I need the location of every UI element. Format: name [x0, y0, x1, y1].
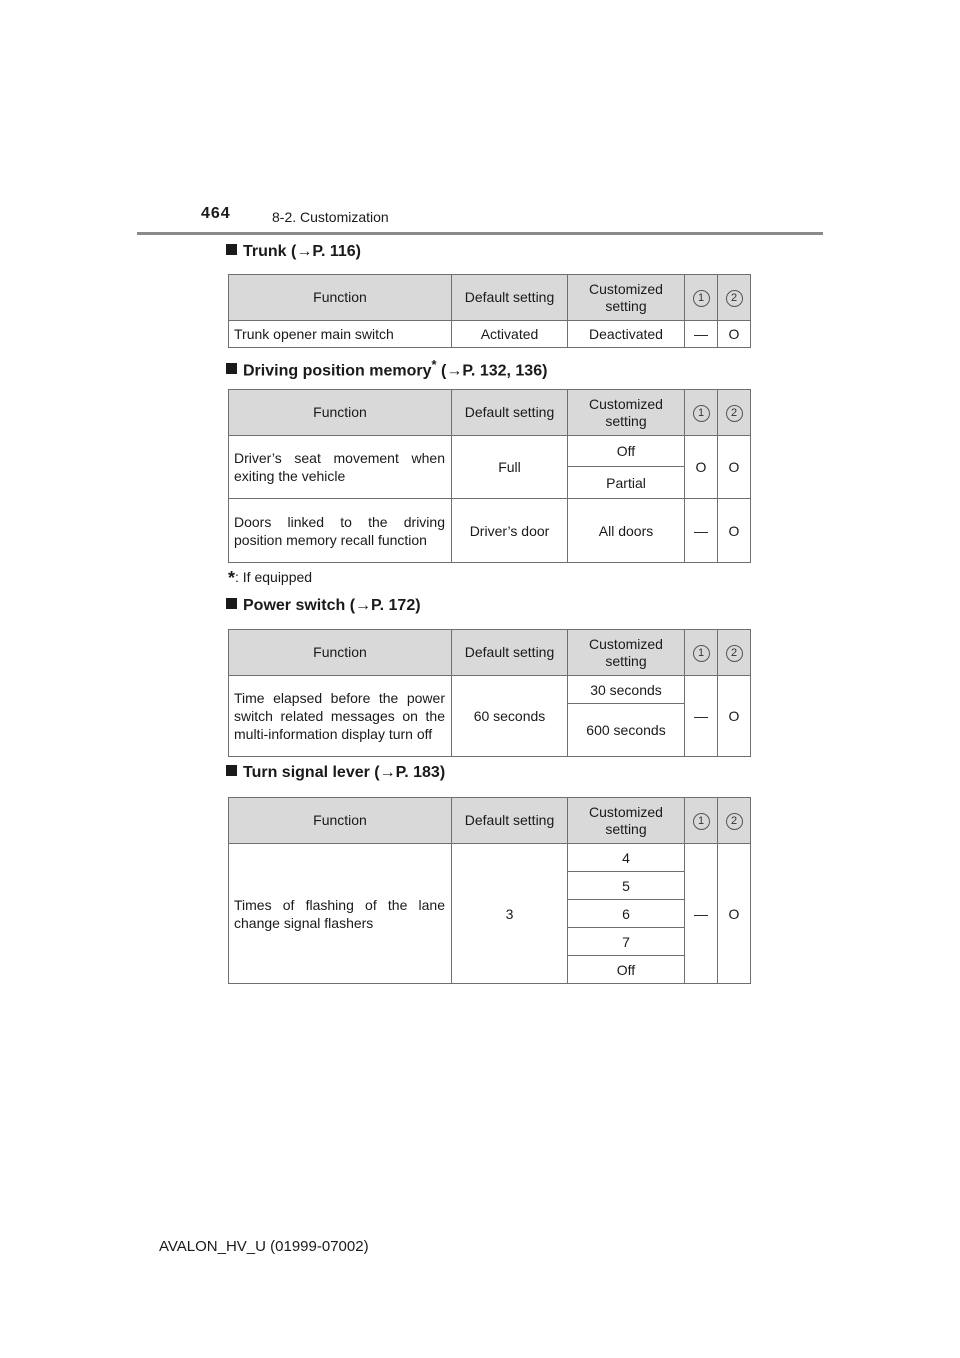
- footer-code: AVALON_HV_U (01999-07002): [159, 1238, 369, 1255]
- table-power-switch: [228, 629, 751, 757]
- arrow-icon: →: [379, 764, 396, 781]
- cell-customized: Partial: [568, 467, 685, 499]
- circled-2-icon: 2: [726, 645, 743, 662]
- table-turn-signal-lever: [228, 797, 751, 984]
- table-header-row: [229, 390, 751, 436]
- cell-customized: 6: [568, 900, 685, 928]
- arrow-icon: →: [296, 243, 313, 260]
- cell-c2: O: [718, 844, 751, 984]
- cell-customized: 30 seconds: [568, 676, 685, 704]
- heading-driving-position-memory: Driving position memory* (→P. 132, 136): [226, 357, 547, 380]
- table-row: [229, 436, 751, 467]
- col-customized: Customized setting: [568, 275, 685, 321]
- cell-function: Time elapsed before the power switch related messages on the multi-information display turn off: [229, 676, 452, 757]
- cell-c2: O: [718, 321, 751, 348]
- table-header-row: [229, 275, 751, 321]
- arrow-icon: →: [355, 597, 372, 614]
- col-1: [685, 798, 718, 844]
- cell-customized: Deactivated: [568, 321, 685, 348]
- col-2: [718, 798, 751, 844]
- cell-c2: O: [718, 436, 751, 499]
- cell-default: Activated: [452, 321, 568, 348]
- cell-default: Full: [452, 436, 568, 499]
- circled-1-icon: 1: [693, 290, 710, 307]
- col-1: [685, 390, 718, 436]
- heading-turn-signal-lever: Turn signal lever (→P. 183): [226, 764, 445, 782]
- table-row: [229, 676, 751, 704]
- page-number: 464: [201, 205, 231, 222]
- col-function: Function: [229, 275, 452, 321]
- cell-c1: —: [685, 676, 718, 757]
- cell-c1: —: [685, 321, 718, 348]
- col-function: Function: [229, 390, 452, 436]
- table-row: [229, 844, 751, 872]
- arrow-icon: →: [446, 362, 463, 380]
- col-1: [685, 275, 718, 321]
- table-trunk: [228, 274, 751, 348]
- cell-customized: 5: [568, 872, 685, 900]
- header-rule: [137, 232, 823, 235]
- circled-2-icon: 2: [726, 290, 743, 307]
- cell-function: Driver’s seat movement when exiting the vehicle: [229, 436, 452, 499]
- col-1: [685, 630, 718, 676]
- cell-function: Trunk opener main switch: [229, 321, 452, 348]
- col-customized: Customized setting: [568, 630, 685, 676]
- cell-c2: O: [718, 499, 751, 563]
- square-bullet-icon: [226, 765, 237, 776]
- cell-function: Times of flashing of the lane change signal flashers: [229, 844, 452, 984]
- col-default: Default setting: [452, 390, 568, 436]
- square-bullet-icon: [226, 598, 237, 609]
- circled-2-icon: 2: [726, 405, 743, 422]
- cell-customized: 7: [568, 928, 685, 956]
- col-customized: Customized setting: [568, 798, 685, 844]
- col-function: Function: [229, 630, 452, 676]
- circled-1-icon: 1: [693, 813, 710, 830]
- col-customized: Customized setting: [568, 390, 685, 436]
- cell-c1: O: [685, 436, 718, 499]
- col-function: Function: [229, 798, 452, 844]
- cell-customized: Off: [568, 956, 685, 984]
- circled-2-icon: 2: [726, 813, 743, 830]
- square-bullet-icon: [226, 363, 237, 374]
- table-row: [229, 499, 751, 563]
- cell-c2: O: [718, 676, 751, 757]
- footnote: *: If equipped: [228, 568, 313, 588]
- cell-customized: 600 seconds: [568, 704, 685, 757]
- cell-c1: —: [685, 499, 718, 563]
- col-default: Default setting: [452, 630, 568, 676]
- cell-customized: All doors: [568, 499, 685, 563]
- col-default: Default setting: [452, 798, 568, 844]
- square-bullet-icon: [226, 244, 237, 255]
- table-driving-position-memory: [228, 389, 751, 563]
- cell-customized: 4: [568, 844, 685, 872]
- section-title: 8-2. Customization: [272, 209, 389, 225]
- cell-default: 60 seconds: [452, 676, 568, 757]
- asterisk-icon: *: [431, 357, 437, 372]
- asterisk-icon: *: [228, 568, 236, 588]
- cell-function: Doors linked to the driving position memory recall function: [229, 499, 452, 563]
- col-2: [718, 275, 751, 321]
- circled-1-icon: 1: [693, 405, 710, 422]
- cell-default: 3: [452, 844, 568, 984]
- cell-default: Driver’s door: [452, 499, 568, 563]
- table-header-row: [229, 630, 751, 676]
- col-default: Default setting: [452, 275, 568, 321]
- heading-power-switch: Power switch (→P. 172): [226, 597, 421, 615]
- cell-customized: Off: [568, 436, 685, 467]
- table-header-row: [229, 798, 751, 844]
- cell-c1: —: [685, 844, 718, 984]
- circled-1-icon: 1: [693, 645, 710, 662]
- col-2: [718, 630, 751, 676]
- col-2: [718, 390, 751, 436]
- table-row: [229, 321, 751, 348]
- heading-trunk: Trunk (→P. 116): [226, 243, 361, 261]
